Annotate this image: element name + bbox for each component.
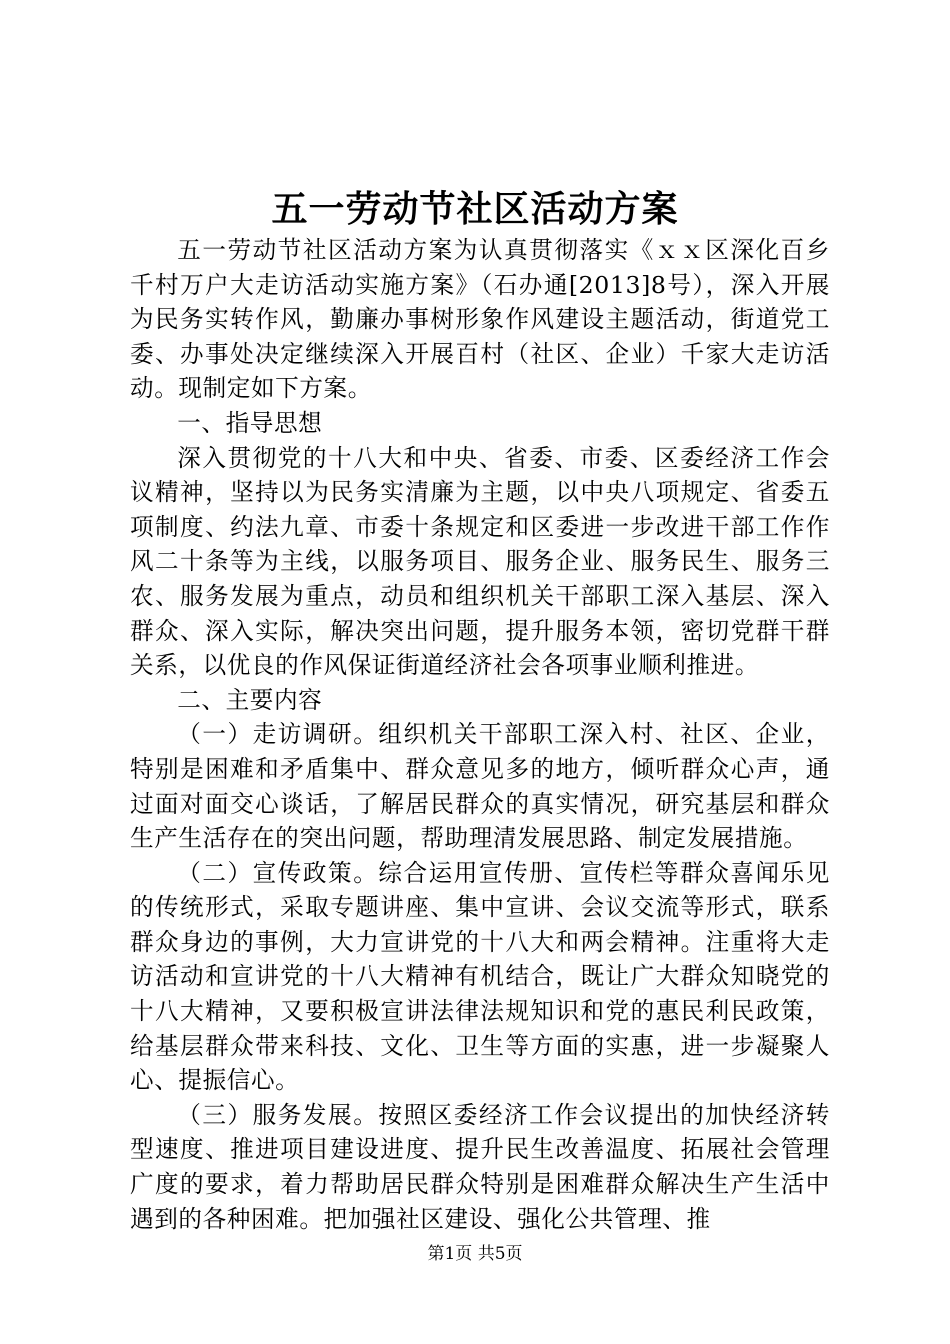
section-heading-main-content: 二、主要内容 [177,685,323,714]
intro-paragraph: 五一劳动节社区活动方案为认真贯彻落实《ｘｘ区深化百乡千村万户大走访活动实施方案》（石办通[2013]8号），深入开展为民务实转作风，勤廉办事树形象作风建设主题活动，街道党工委、办事处决定继续深入开展百村（社区、企业）千家大走访活动。现制定如下方案。 [130,236,830,403]
document-title: 五一劳动节社区活动方案 [271,188,679,230]
page-number-footer: 第1页 共5页 [427,1244,523,1264]
guiding-thought-paragraph: 深入贯彻党的十八大和中央、省委、市委、区委经济工作会议精神，坚持以为民务实清廉为主题，以中央八项规定、省委五项制度、约法九章、市委十条规定和区委进一步改进干部工作作风二十条等为主线，以服务项目、服务企业、服务民生、服务三农、服务发展为重点，动员和组织机关干部职工深入基层、深入群众、深入实际，解决突出问题，提升服务本领，密切党群干群关系，以优良的作风保证街道经济社会各项事业顺利推进。 [130,443,830,680]
document-body [130,233,830,1236]
serve-development-paragraph: （三）服务发展。按照区委经济工作会议提出的加快经济转型速度、推进项目建设进度、提升民生改善温度、拓展社会管理广度的要求，着力帮助居民群众特别是困难群众解决生产生活中遇到的各种困难。把加强社区建设、强化公共管理、推 [130,1100,830,1233]
section-heading-guiding-thought: 一、指导思想 [177,408,323,437]
publicize-policy-paragraph: （二）宣传政策。综合运用宣传册、宣传栏等群众喜闻乐见的传统形式，采取专题讲座、集中宣讲、会议交流等形式，联系群众身边的事例，大力宣讲党的十八大和两会精神。注重将大走访活动和宣讲党的十八大精神有机结合，既让广大群众知晓党的十八大精神，又要积极宣讲法律法规知识和党的惠民利民政策，给基层群众带来科技、文化、卫生等方面的实惠，进一步凝聚人心、提振信心。 [130,858,830,1095]
visit-research-paragraph: （一）走访调研。组织机关干部职工深入村、社区、企业，特别是困难和矛盾集中、群众意见多的地方，倾听群众心声，通过面对面交心谈话，了解居民群众的真实情况，研究基层和群众生产生活存在的突出问题，帮助理清发展思路、制定发展措施。 [130,720,830,853]
